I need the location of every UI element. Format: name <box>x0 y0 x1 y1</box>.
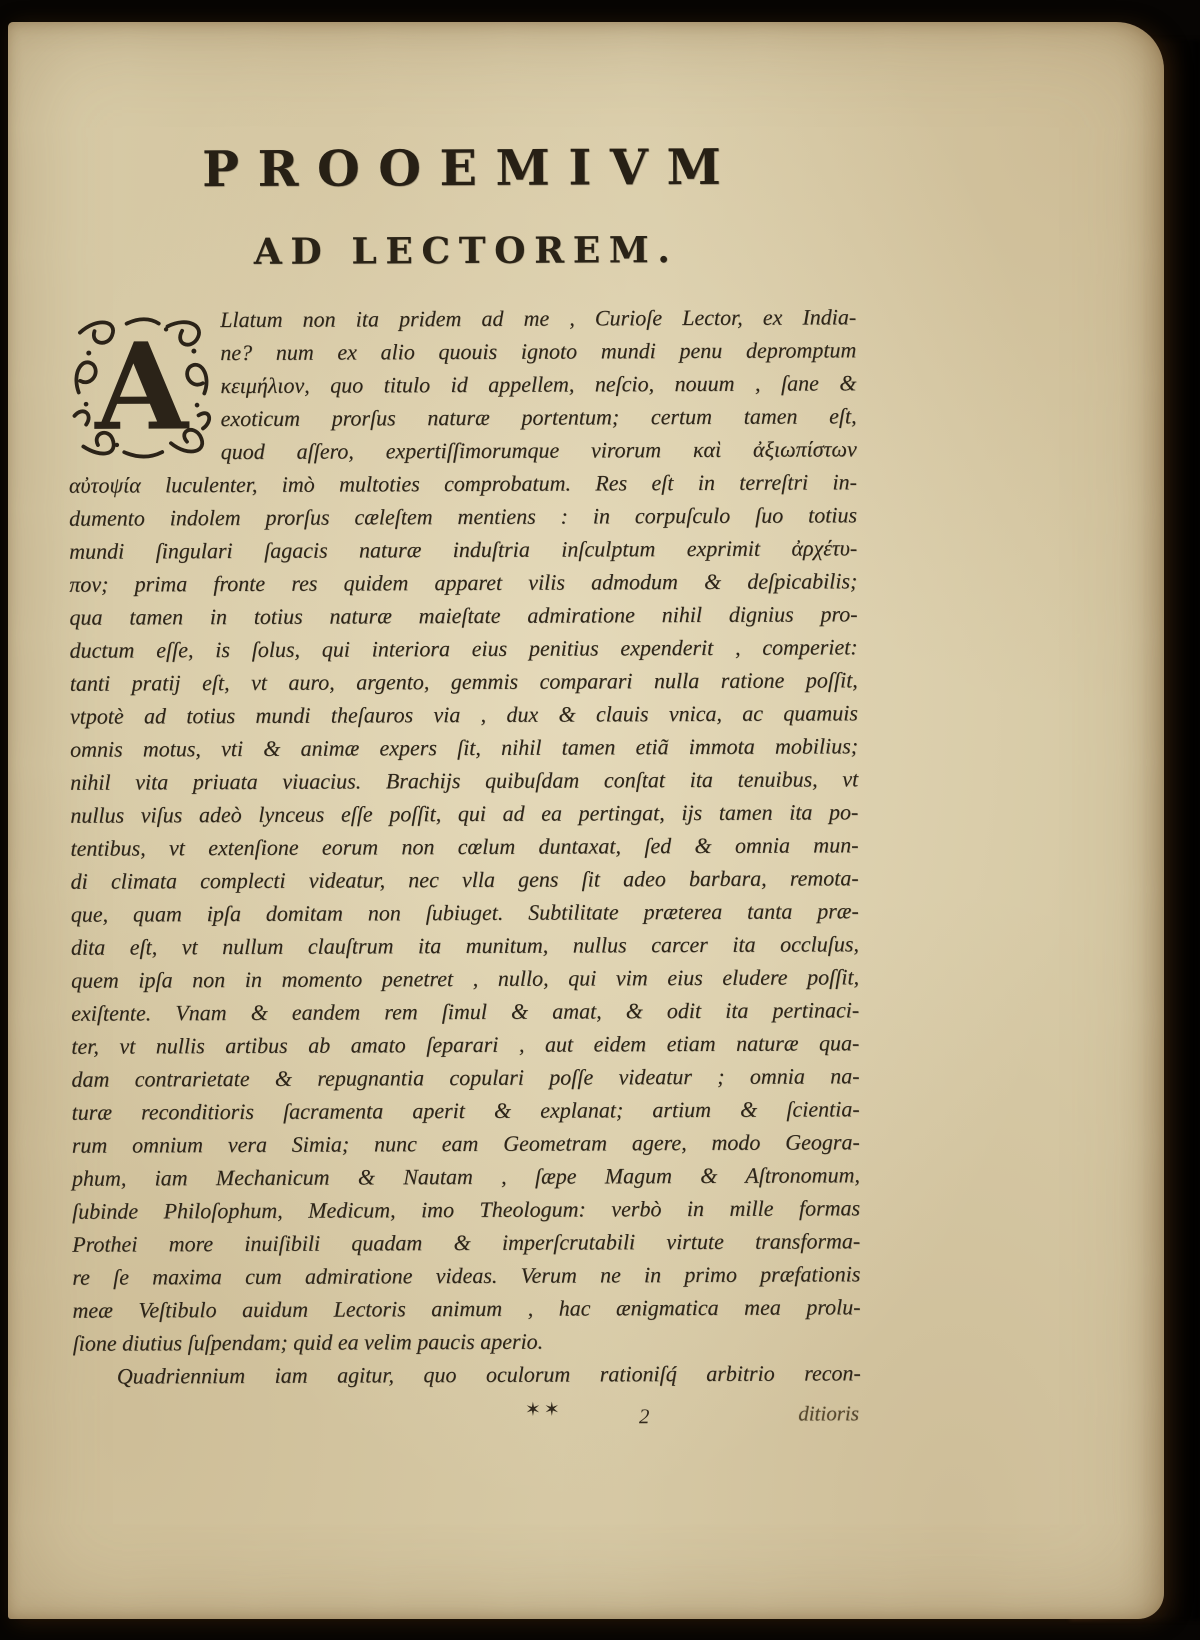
text-line: κειμήλιον, quo titulo id appellem, neſcio, nouum , ſane & <box>220 370 857 399</box>
text-line: ductum eſſe, is ſolus, qui interiora eius penitius expenderit , comperiet: <box>69 634 858 663</box>
text-line: di climata complecti videatur, nec vlla gens ſit adeo barbara, remota- <box>70 865 859 894</box>
svg-text:A: A <box>94 317 189 458</box>
text-line: πον; prima fronte res quidem apparet vilis admodum & deſpicabilis; <box>69 568 858 597</box>
text-line: nihil vita priuata viuacius. Brachijs quibuſdam conſtat ita tenuibus, vt <box>70 766 859 795</box>
text-line: tanti pratij eſt, vt auro, argento, gemmis comparari nulla ratione poſſit, <box>69 667 858 696</box>
text-line: dita eſt, vt nullum clauſtrum ita munitum, nullus carcer ita occluſus, <box>70 931 859 960</box>
text-line: Llatum non ita pridem ad me , Curioſe Lector, ex India- <box>220 304 857 333</box>
text-line: ſione diutius ſuſpendam; quid ea velim paucis aperio. <box>72 1328 544 1356</box>
text-line: tentibus, vt extenſione eorum non cœlum duntaxat, ſed & omnia mun- <box>70 832 859 861</box>
text-line: mundi ſingulari ſagacis naturæ induſtria inſculptum exprimit ἀρχέτυ- <box>69 535 858 564</box>
signature-number: 2 <box>638 1404 650 1429</box>
text-line: exiſtente. Vnam & eandem rem ſimul & amat, & odit ita pertinaci- <box>71 997 860 1026</box>
text-line: que, quam ipſa domitam non ſubiuget. Subtilitate præterea tanta præ- <box>70 898 859 927</box>
text-line: nullus viſus adeò lynceus eſſe poſſit, qui ad ea pertingat, ijs tamen ita po- <box>70 799 859 828</box>
text-line: meæ Veſtibulo auidum Lectoris animum , hac ænigmatica mea prolu- <box>72 1294 861 1323</box>
text-line: omnis motus, vti & animæ expers ſit, nihil tamen etiã immota mobilius; <box>70 733 859 762</box>
text-line: exoticum prorſus naturæ portentum; certum tamen eſt, <box>220 403 857 432</box>
text-line: dumento indolem prorſus cæleſtem mentiens : in corpuſculo ſuo totius <box>69 502 858 531</box>
catchword: ditioris <box>798 1401 860 1426</box>
text-line: Prothei more inuiſibili quadam & imperſcrutabili virtute transforma- <box>72 1228 861 1257</box>
text-line: quod aſſero, expertiſſimorumque virorum καὶ ἀξιωπίστων <box>220 436 857 465</box>
text-line: ter, vt nullis artibus ab amato ſeparari , aut eidem etiam naturæ qua- <box>71 1030 860 1059</box>
page-title: PROOEMIVM <box>202 137 740 199</box>
page-subtitle: AD LECTOREM. <box>253 229 679 273</box>
drop-cap-initial <box>68 307 215 466</box>
text-line: turæ reconditioris ſacramenta aperit & explanat; artium & ſcientia- <box>71 1096 860 1125</box>
text-column <box>67 20 861 1444</box>
text-line: qua tamen in totius naturæ maieſtate admiratione nihil dignius pro- <box>69 601 858 630</box>
text-line: rum omnium vera Simia; nunc eam Geometram agere, modo Geogra- <box>71 1129 860 1158</box>
text-line: re ſe maxima cum admiratione videas. Verum ne in primo præfationis <box>72 1261 861 1290</box>
text-line: ſubinde Philoſophum, Medicum, imo Theologum: verbò in mille formas <box>72 1195 861 1224</box>
signature-mark: ✶✶ <box>524 1399 563 1421</box>
text-line: ne? num ex alio quouis ignoto mundi penu depromptum <box>220 337 857 366</box>
text-line: Quadriennium iam agitur, quo oculorum rationiſq́ arbitrio recon- <box>116 1360 861 1389</box>
page-footer <box>73 1395 861 1444</box>
body-text <box>68 300 861 1392</box>
text-line: αὐτοψία luculenter, imò multoties comprobatum. Res eſt in terreſtri in- <box>68 469 857 498</box>
text-line: quem ipſa non in momento penetret , nullo, qui vim eius eludere poſſit, <box>71 964 860 993</box>
text-line: phum, iam Mechanicum & Nautam , ſæpe Magum & Aſtronomum, <box>71 1162 860 1191</box>
text-line: vtpotè ad totius mundi theſauros via , dux & clauis vnica, ac quamuis <box>69 700 858 729</box>
book-page <box>8 22 1164 1619</box>
text-line: dam contrarietate & repugnantia copulari poſſe videatur ; omnia na- <box>71 1063 860 1092</box>
